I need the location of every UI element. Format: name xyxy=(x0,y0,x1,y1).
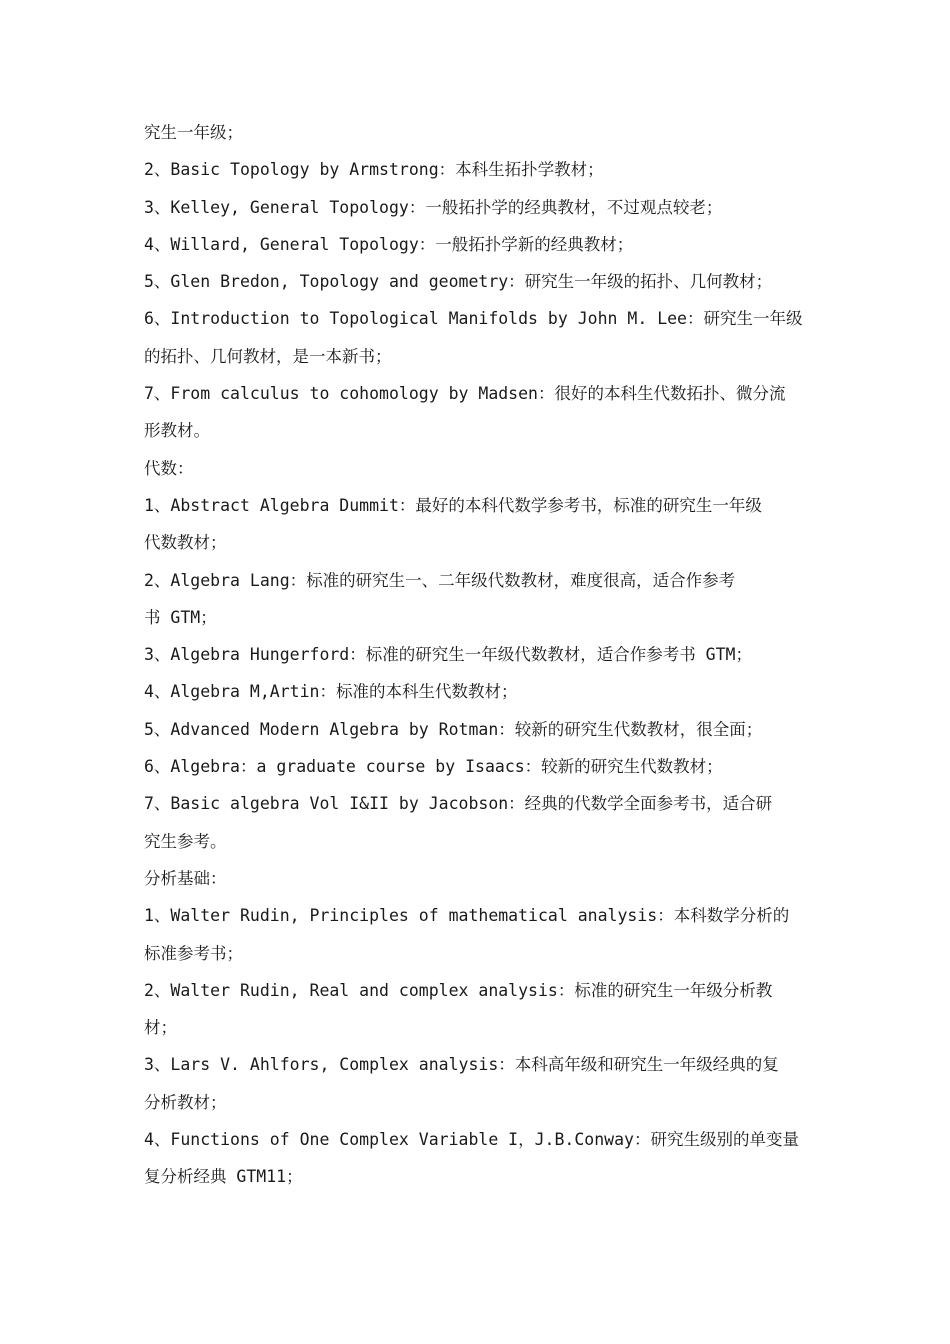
text-line: 形教材。 xyxy=(144,421,210,441)
text-line: 3、Lars V. Ahlfors, Complex analysis：本科高年级和研究生一年级经典的复 xyxy=(144,1055,779,1075)
text-line: 究生一年级； xyxy=(144,123,243,142)
text-line: 分析教材； xyxy=(144,1092,227,1112)
text-line: 究生参考。 xyxy=(144,831,227,851)
text-line: 2、Walter Rudin, Real and complex analysis：标准的研究生一年级分析教 xyxy=(144,980,773,1000)
text-line: 材； xyxy=(144,1018,177,1038)
text-line: 2、Basic Topology by Armstrong：本科生拓扑学教材； xyxy=(144,160,604,180)
text-line: 4、Willard, General Topology：一般拓扑学新的经典教材； xyxy=(144,234,634,254)
document-body xyxy=(144,114,809,1196)
text-line: 4、Functions of One Complex Variable I，J.B.Conway：研究生级别的单变量 xyxy=(144,1130,799,1150)
text-line: 的拓扑、几何教材，是一本新书； xyxy=(144,346,392,366)
text-line: 代数教材； xyxy=(144,533,227,553)
text-line: 6、Introduction to Topological Manifolds by John M. Lee：研究生一年级 xyxy=(144,309,803,329)
text-line: 7、Basic algebra Vol I&II by Jacobson：经典的代数学全面参考书，适合研 xyxy=(144,794,773,814)
text-line: 书 GTM； xyxy=(144,607,217,627)
text-line: 2、Algebra Lang：标准的研究生一、二年级代数教材，难度很高，适合作参考 xyxy=(144,570,736,590)
text-line: 5、Glen Bredon, Topology and geometry：研究生一年级的拓扑、几何教材； xyxy=(144,272,773,292)
text-line: 复分析经典 GTM11； xyxy=(144,1167,303,1187)
section-heading: 分析基础： xyxy=(144,868,227,888)
text-line: 1、Walter Rudin, Principles of mathematical analysis：本科数学分析的 xyxy=(144,906,790,926)
text-line: 6、Algebra：a graduate course by Isaacs：较新的研究生代数教材； xyxy=(144,757,723,777)
text-line: 3、Kelley, General Topology：一般拓扑学的经典教材，不过观点较老； xyxy=(144,197,723,217)
text-line: 1、Abstract Algebra Dummit：最好的本科代数学参考书，标准的研究生一年级 xyxy=(144,495,762,515)
section-heading: 代数： xyxy=(144,458,194,478)
text-line: 4、Algebra M,Artin：标准的本科生代数教材； xyxy=(144,682,518,702)
text-line: 7、From calculus to cohomology by Madsen：很好的本科生代数拓扑、微分流 xyxy=(144,384,786,404)
text-line: 标准参考书； xyxy=(144,943,243,963)
text-line: 3、Algebra Hungerford：标准的研究生一年级代数教材，适合作参考书 GTM； xyxy=(144,645,752,665)
text-line: 5、Advanced Modern Algebra by Rotman：较新的研究生代数教材，很全面； xyxy=(144,719,763,739)
